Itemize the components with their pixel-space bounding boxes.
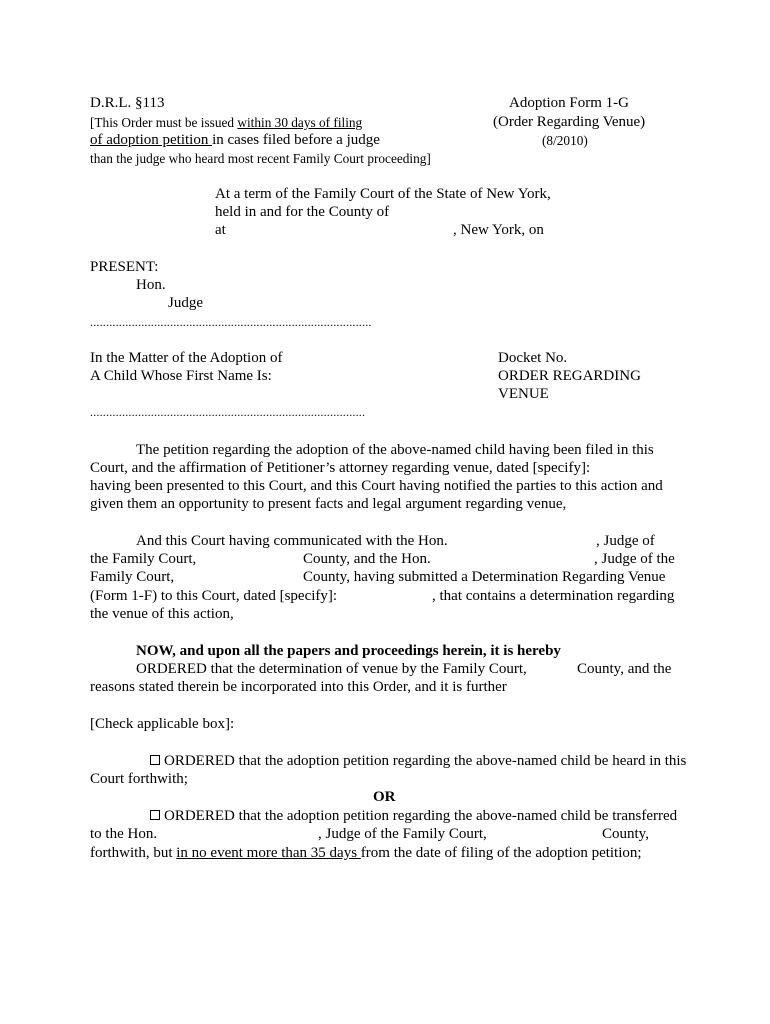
transferred-forthwith-text: forthwith, but bbox=[90, 845, 177, 861]
term-line-3-new-york: , New York, on bbox=[453, 222, 544, 238]
present-hon: Hon. bbox=[136, 277, 166, 293]
transferred-line-2-hon: to the Hon. bbox=[90, 826, 158, 842]
filing-note-line-2 bbox=[90, 133, 380, 148]
matter-line-2: A Child Whose First Name Is: bbox=[90, 368, 272, 384]
ordered-incorporated-line-1: ORDERED that the determination of venue by the Family Court, bbox=[136, 661, 527, 677]
filing-note-line-3: than the judge who heard most recent Family Court proceeding] bbox=[90, 151, 431, 166]
order-title-line-2: VENUE bbox=[498, 386, 549, 402]
communicated-line-2-family-court: the Family Court, bbox=[90, 551, 197, 567]
communicated-line-3-family-court: Family Court, bbox=[90, 569, 175, 585]
communicated-line-3-county: County, having submitted a Determination Regarding Venue bbox=[303, 569, 666, 585]
petition-paragraph-line-4: given them an opportunity to present facts and legal argument regarding venue, bbox=[90, 496, 567, 512]
adoption-petition-underlined: of adoption petition bbox=[90, 132, 213, 148]
communicated-line-4-determination: , that contains a determination regarding bbox=[432, 588, 675, 604]
communicated-line-5: the venue of this action, bbox=[90, 606, 234, 622]
filing-note-text: [This Order must be issued bbox=[90, 115, 238, 130]
option-transferred-text: ORDERED that the adoption petition regarding the above-named child be transferred bbox=[164, 808, 678, 824]
term-line-3-at: at bbox=[215, 222, 226, 238]
transferred-checkbox[interactable] bbox=[150, 810, 160, 820]
docket-number-label: Docket No. bbox=[498, 350, 568, 366]
form-name: Adoption Form 1-G bbox=[509, 95, 629, 111]
option-heard-text: ORDERED that the adoption petition regarding the above-named child be heard in this bbox=[164, 753, 687, 769]
transfer-deadline-underlined: in no event more than 35 days bbox=[176, 845, 361, 861]
petition-paragraph-line-1: The petition regarding the adoption of the above-named child having been filed in this bbox=[136, 442, 654, 458]
matter-line-1: In the Matter of the Adoption of bbox=[90, 350, 283, 366]
communicated-line-4-form: (Form 1-F) to this Court, dated [specify]: bbox=[90, 588, 338, 604]
or-separator: OR bbox=[373, 789, 396, 805]
communicated-line-2-judge: , Judge of the bbox=[594, 551, 675, 567]
ordered-incorporated-county: County, and the bbox=[577, 661, 672, 677]
term-line-2: held in and for the County of bbox=[215, 204, 390, 220]
option-heard-forthwith bbox=[150, 754, 686, 769]
filing-note-line-1 bbox=[90, 116, 362, 129]
transferred-date-text: from the date of filing of the adoption petition; bbox=[360, 845, 642, 861]
check-applicable-box-label: [Check applicable box]: bbox=[90, 716, 235, 732]
filing-note-text-2: in cases filed before a judge bbox=[212, 132, 380, 148]
heard-forthwith-checkbox[interactable] bbox=[150, 755, 160, 765]
petition-paragraph-line-2: Court, and the affirmation of Petitioner’s attorney regarding venue, dated [specify]: bbox=[90, 460, 591, 476]
petition-paragraph-line-3: having been presented to this Court, and this Court having notified the parties to this action and bbox=[90, 478, 663, 494]
option-heard-line-2: Court forthwith; bbox=[90, 771, 188, 787]
communicated-line-1-judge: , Judge of bbox=[596, 533, 655, 549]
option-transferred bbox=[150, 809, 677, 824]
communicated-line-2-county: County, and the Hon. bbox=[303, 551, 431, 567]
present-judge: Judge bbox=[168, 295, 203, 311]
caption-divider-bottom: ...................................................................................... bbox=[90, 405, 366, 419]
now-hereby-heading: NOW, and upon all the papers and proceedings herein, it is hereby bbox=[136, 643, 561, 659]
ordered-incorporated-line-2: reasons stated therein be incorporated into this Order, and it is further bbox=[90, 679, 507, 695]
caption-divider-top: ........................................................................................ bbox=[90, 315, 372, 329]
filing-deadline-underlined: within 30 days of filing bbox=[237, 115, 363, 130]
order-title-line-1: ORDER REGARDING bbox=[498, 368, 641, 384]
form-subtitle: (Order Regarding Venue) bbox=[493, 114, 646, 130]
term-line-1: At a term of the Family Court of the State of New York, bbox=[215, 186, 551, 202]
statute-citation: D.R.L. §113 bbox=[90, 95, 165, 111]
transferred-line-2-judge: , Judge of the Family Court, bbox=[318, 826, 487, 842]
transferred-line-2-county: County, bbox=[602, 826, 649, 842]
transferred-line-3 bbox=[90, 846, 642, 861]
present-label: PRESENT: bbox=[90, 259, 159, 275]
form-date: (8/2010) bbox=[542, 133, 588, 148]
communicated-line-1: And this Court having communicated with the Hon. bbox=[136, 533, 448, 549]
